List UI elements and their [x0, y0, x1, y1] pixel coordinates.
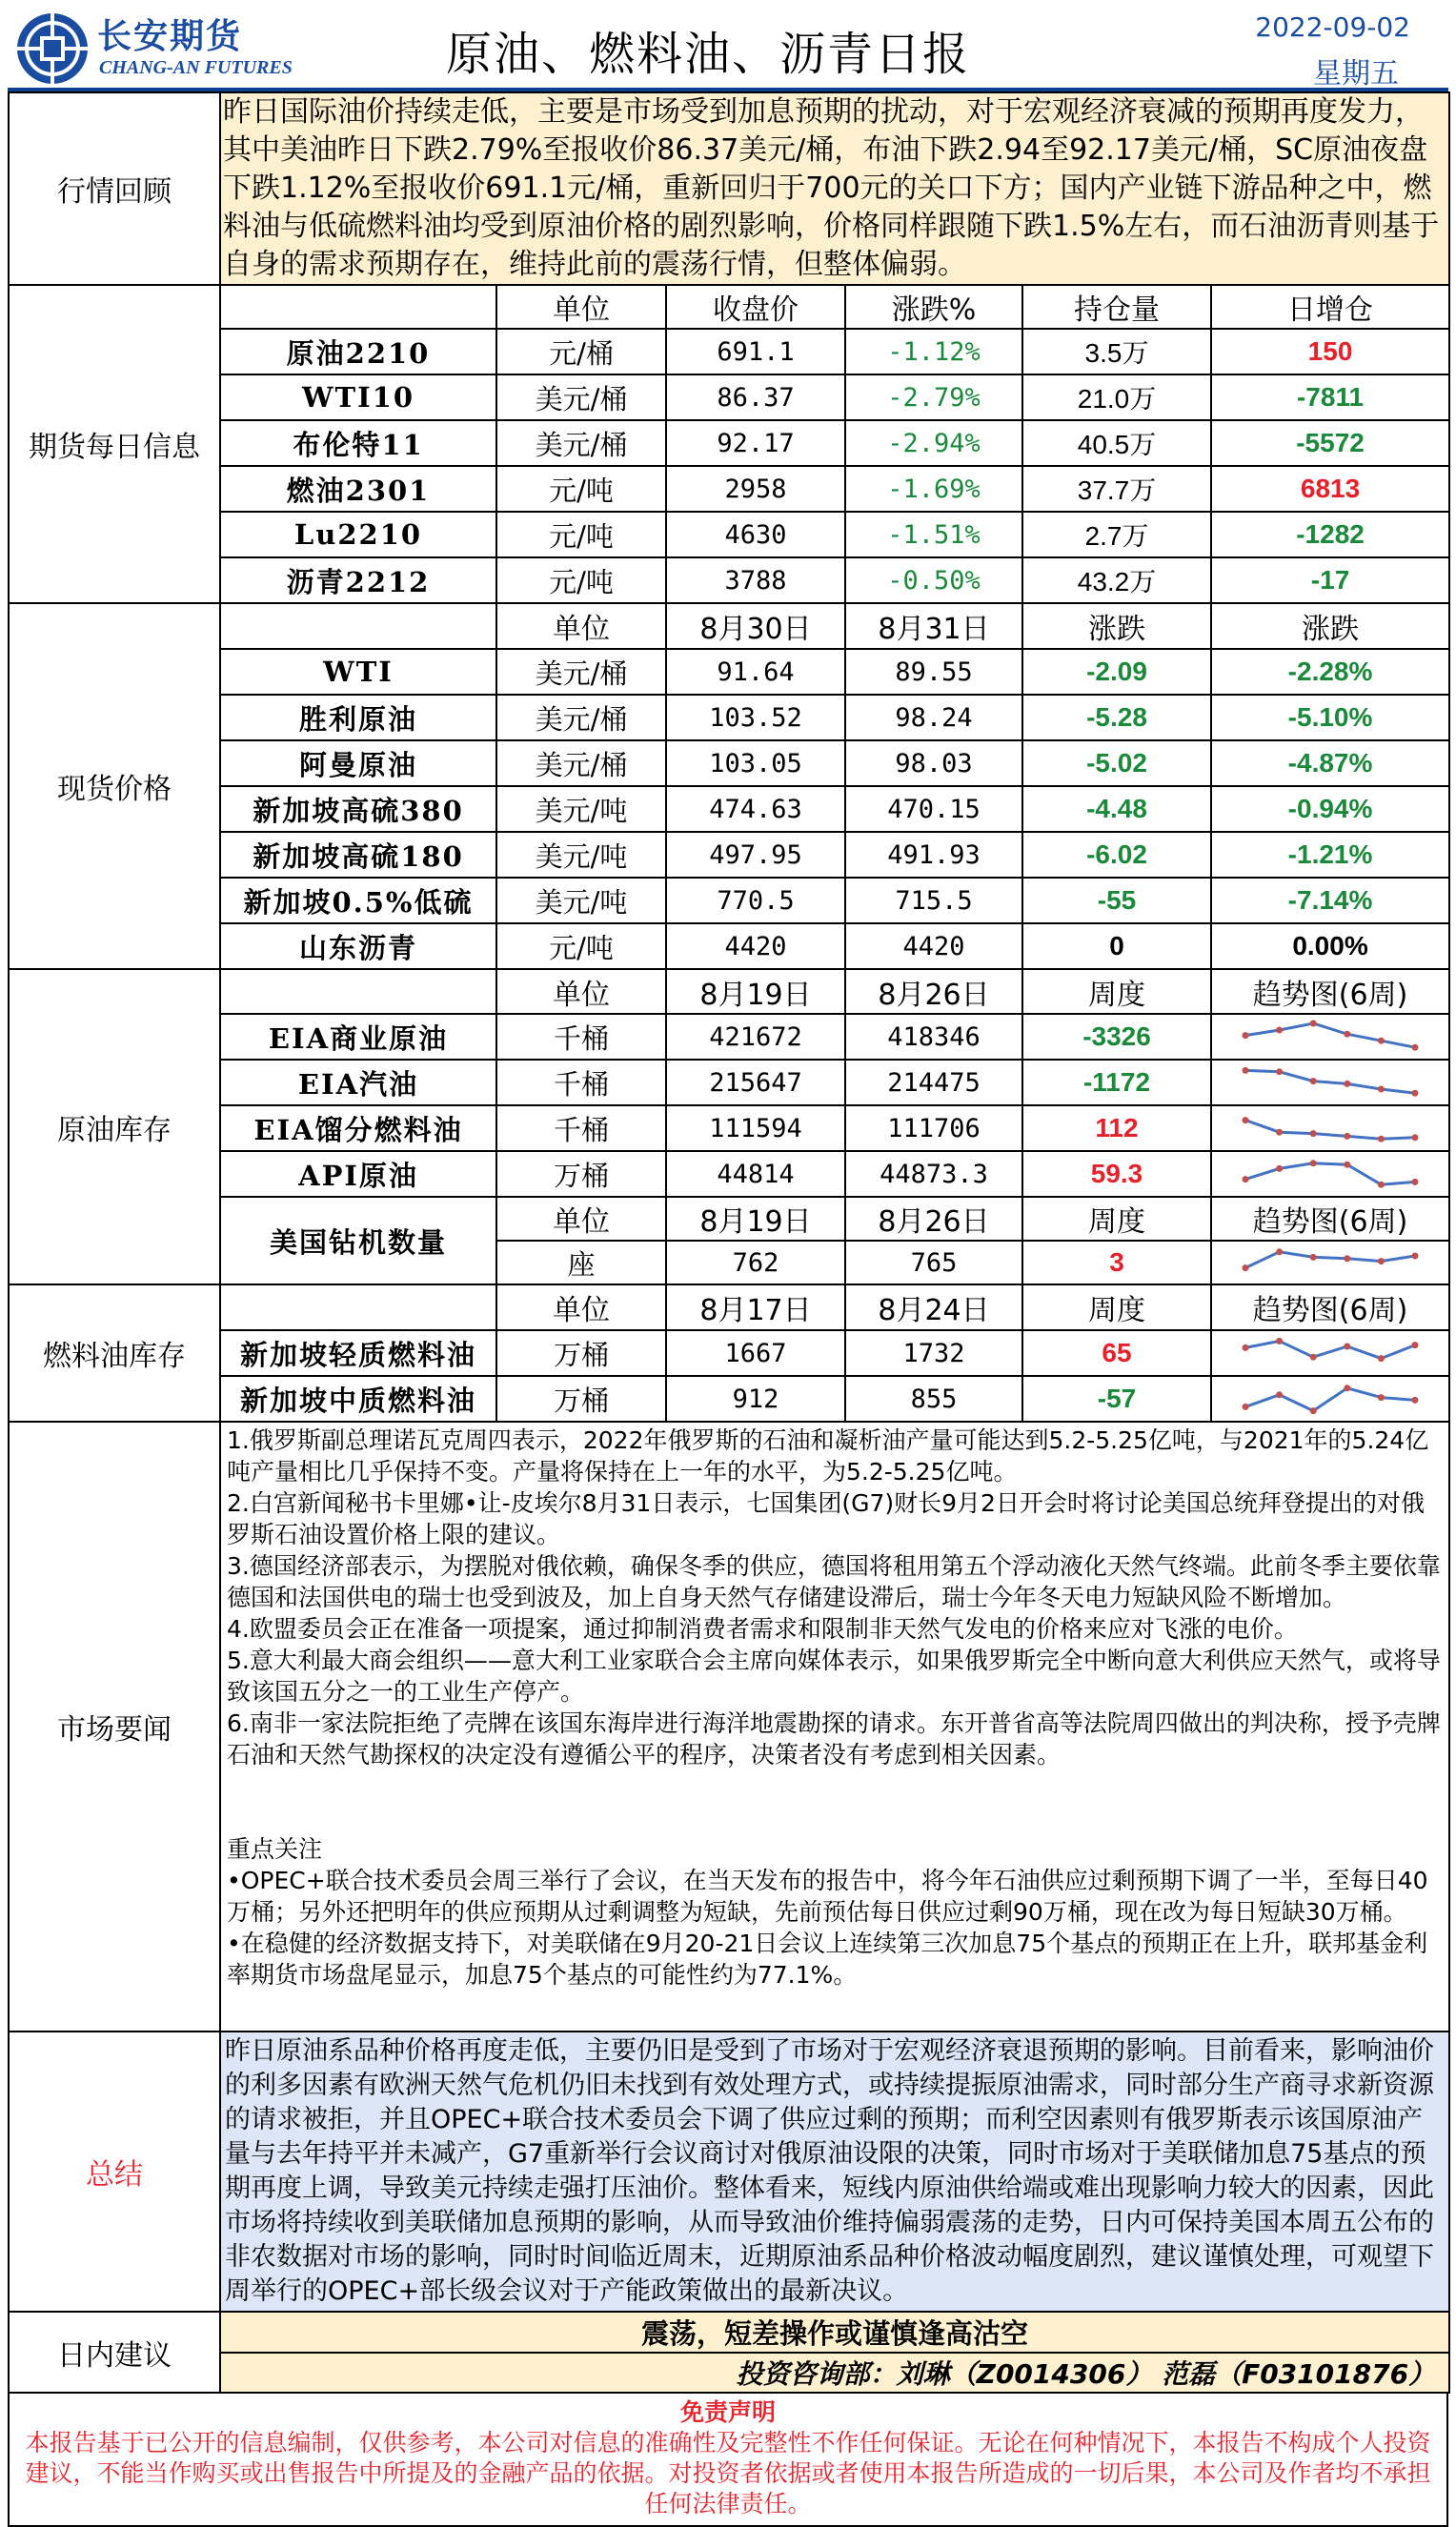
unit: 千桶 — [496, 1014, 666, 1060]
change: -5.28 — [1022, 695, 1211, 740]
unit: 美元/桶 — [496, 374, 666, 420]
price-day1: 474.63 — [666, 786, 845, 832]
spot-row — [9, 923, 1449, 969]
disclaimer-title: 免责声明 — [679, 2398, 776, 2426]
spot-name: 山东沥青 — [220, 923, 496, 969]
price-day2: 4420 — [845, 923, 1022, 969]
inventory-name: EIA商业原油 — [220, 1014, 496, 1060]
trend-line — [1245, 1252, 1415, 1268]
change-pct: -1.21% — [1211, 832, 1449, 878]
close-price: 691.1 — [666, 329, 845, 374]
inventory-row — [9, 1151, 1449, 1197]
trend-cell — [1211, 1105, 1449, 1151]
crude-inventory-label: 原油库存 — [9, 969, 220, 1284]
trend-point — [1344, 1081, 1350, 1087]
futures-row — [9, 329, 1449, 374]
change-pct: -2.79% — [845, 374, 1022, 420]
spot-name: 胜利原油 — [220, 695, 496, 740]
focus-item: •OPEC+联合技术委员会周三举行了会议，在当天发布的报告中，将今年石油供应过剩预期下调了一半，至每日40万桶；另外还把明年的供应预期从过剩调整为短缺，先前预估每日供应过剩90万桶，现在改为每日短缺30万桶。 — [227, 1867, 1428, 1926]
daily-oi-change: -7811 — [1211, 374, 1449, 420]
trend-line — [1245, 1388, 1415, 1411]
trend-sparkline — [1240, 1063, 1421, 1102]
price-day1: 103.52 — [666, 695, 845, 740]
trend-line — [1245, 1023, 1415, 1047]
review-label: 行情回顾 — [9, 92, 220, 285]
summary-text: 昨日原油系品种价格再度走低，主要仍旧是受到了市场对于宏观经济衰退预期的影响。目前看来，影响油价的利多因素有欧洲天然气危机仍旧未找到有效处理方式，或持续提振原油需求，同时部分生产商寻求新资源的请求被拒，并且OPEC+联合技术委员会下调了供应过剩的预期；而利空因素则有俄罗斯表示该国原油产量与去年持平并未减产，G7重新举行会议商讨对俄原油设限的决策，同时市场对于美联储加息75基点的预期再度上调，导致美元持续走强打压油价。整体看来，短线内原油供给端或难出现影响力较大的因素，因此市场将持续收到美联储加息预期的影响，从而导致油价维持偏弱震荡的走势，日内可保持美国本周五公布的非农数据对市场的影响，同时时间临近周末，近期原油系品种价格波动幅度剧烈，建议谨慎处理，可观望下周举行的OPEC+部长级会议对于产能政策做出的最新决议。 — [220, 2032, 1449, 2312]
close-price: 86.37 — [666, 374, 845, 420]
unit: 万桶 — [496, 1330, 666, 1376]
trend-point — [1276, 1129, 1283, 1136]
col-header: 单位 — [496, 1197, 666, 1241]
col-header: 涨跌% — [845, 285, 1022, 329]
spot-row — [9, 786, 1449, 832]
change-pct: -5.10% — [1211, 695, 1449, 740]
value-week1: 215647 — [666, 1060, 845, 1105]
news-item: 3.德国经济部表示，为摆脱对俄依赖，确保冬季的供应，德国将租用第五个浮动液化天然气终端。此前冬季主要依靠德国和法国供电的瑞士也受到波及，加上自身天然气存储建设滞后，瑞士今年冬天电力短缺风险不断增加。 — [227, 1552, 1441, 1611]
trend-sparkline — [1240, 1334, 1421, 1372]
inventory-name: 新加坡轻质燃料油 — [220, 1330, 496, 1376]
spot-name: WTI — [220, 649, 496, 695]
change-pct: -1.69% — [845, 466, 1022, 512]
change-pct: -0.50% — [845, 557, 1022, 603]
value-week1: 421672 — [666, 1014, 845, 1060]
value-week1: 762 — [666, 1241, 845, 1284]
col-header: 8月30日 — [666, 603, 845, 649]
contract-name: 原油2210 — [220, 329, 496, 374]
open-interest: 2.7万 — [1022, 512, 1211, 557]
summary-label: 总结 — [9, 2032, 220, 2312]
daily-oi-change: -5572 — [1211, 420, 1449, 466]
value-week1: 44814 — [666, 1151, 845, 1197]
close-price: 3788 — [666, 557, 845, 603]
header-blank — [220, 969, 496, 1014]
col-header: 8月26日 — [845, 969, 1022, 1014]
futures-row — [9, 512, 1449, 557]
unit: 美元/桶 — [496, 695, 666, 740]
change-pct: -2.94% — [845, 420, 1022, 466]
weekly-change: -1172 — [1022, 1060, 1211, 1105]
trend-sparkline — [1240, 1380, 1421, 1418]
spot-name: 新加坡高硫380 — [220, 786, 496, 832]
trend-point — [1412, 1090, 1419, 1097]
trend-line — [1245, 1121, 1415, 1140]
trend-point — [1276, 1248, 1283, 1255]
value-week2: 418346 — [845, 1014, 1022, 1060]
unit: 美元/吨 — [496, 786, 666, 832]
unit: 美元/桶 — [496, 649, 666, 695]
col-header: 持仓量 — [1022, 285, 1211, 329]
unit: 美元/吨 — [496, 832, 666, 878]
col-header: 周度 — [1022, 1197, 1211, 1241]
inventory-row — [9, 1060, 1449, 1105]
weekly-change: 3 — [1022, 1241, 1211, 1284]
col-header: 8月19日 — [666, 1197, 845, 1241]
trend-cell — [1211, 1014, 1449, 1060]
header-blank — [220, 285, 496, 329]
trend-point — [1412, 1253, 1419, 1260]
inventory-name: 新加坡中质燃料油 — [220, 1376, 496, 1422]
news-item: 1.俄罗斯副总理诺瓦克周四表示，2022年俄罗斯的石油和凝析油产量可能达到5.2-5.25亿吨，与2021年的5.24亿吨产量相比几乎保持不变。产量将保持在上一年的水平，为5.2-5.25亿吨。 — [227, 1426, 1429, 1486]
change: -4.48 — [1022, 786, 1211, 832]
spot-section-label: 现货价格 — [9, 603, 220, 969]
value-week1: 912 — [666, 1376, 845, 1422]
trend-point — [1344, 1255, 1350, 1262]
news-item: 6.南非一家法院拒绝了壳牌在该国东海岸进行海洋地震勘探的请求。东开普省高等法院周四做出的判决称，授予壳牌石油和天然气勘探权的决定没有遵循公平的程序，决策者没有考虑到相关因素。 — [227, 1709, 1441, 1769]
trend-point — [1344, 1344, 1350, 1350]
trend-point — [1310, 1407, 1317, 1414]
value-week2: 1732 — [845, 1330, 1022, 1376]
trend-cell — [1211, 1376, 1449, 1422]
open-interest: 40.5万 — [1022, 420, 1211, 466]
trend-point — [1344, 1385, 1350, 1391]
news-list — [227, 1425, 1443, 1770]
report-table — [8, 91, 1450, 2394]
trend-point — [1276, 1165, 1283, 1172]
header-blank — [220, 1284, 496, 1330]
price-day2: 98.03 — [845, 740, 1022, 786]
close-price: 92.17 — [666, 420, 845, 466]
price-day2: 470.15 — [845, 786, 1022, 832]
col-header: 8月26日 — [845, 1197, 1022, 1241]
trend-point — [1243, 1032, 1249, 1039]
focus-item: •在稳健的经济数据支持下，对美联储在9月20-21日会议上连续第三次加息75个基点的预期正在上升，联邦基金利率期货市场盘尾显示，加息75个基点的可能性约为77.1%。 — [227, 1930, 1428, 1989]
trend-point — [1310, 1354, 1317, 1361]
open-interest: 21.0万 — [1022, 374, 1211, 420]
col-header: 周度 — [1022, 1284, 1211, 1330]
col-header: 日增仓 — [1211, 285, 1449, 329]
news-item: 2.白宫新闻秘书卡里娜•让-皮埃尔8月31日表示，七国集团(G7)财长9月2日开会时将讨论美国总统拜登提出的对俄罗斯石油设置价格上限的建议。 — [227, 1489, 1425, 1548]
change-pct: -0.94% — [1211, 786, 1449, 832]
weekly-change: 112 — [1022, 1105, 1211, 1151]
news-item: 5.意大利最大商会组织——意大利工业家联合会主席向媒体表示，如果俄罗斯完全中断向意大利供应天然气，或将导致该国五分之一的工业生产停产。 — [227, 1647, 1441, 1706]
trend-point — [1310, 1254, 1317, 1261]
daily-oi-change: 6813 — [1211, 466, 1449, 512]
brand-name-en: CHANG-AN FUTURES — [99, 57, 293, 78]
trend-point — [1378, 1394, 1385, 1401]
trend-cell — [1211, 1151, 1449, 1197]
close-price: 2958 — [666, 466, 845, 512]
col-header: 收盘价 — [666, 285, 845, 329]
trend-cell — [1211, 1241, 1449, 1284]
spot-row — [9, 740, 1449, 786]
fuel-inventory-label: 燃料油库存 — [9, 1284, 220, 1422]
trend-point — [1378, 1258, 1385, 1264]
report-header — [8, 8, 1448, 91]
change: -6.02 — [1022, 832, 1211, 878]
col-header: 涨跌 — [1022, 603, 1211, 649]
inventory-row — [9, 1014, 1449, 1060]
unit: 万桶 — [496, 1151, 666, 1197]
unit: 美元/桶 — [496, 740, 666, 786]
col-header: 趋势图(6周) — [1211, 969, 1449, 1014]
rig-header-row — [9, 1197, 1449, 1241]
fuel-inventory-row — [9, 1330, 1449, 1376]
col-header: 趋势图(6周) — [1211, 1197, 1449, 1241]
advice-label: 日内建议 — [9, 2312, 220, 2393]
spot-name: 阿曼原油 — [220, 740, 496, 786]
trend-sparkline — [1240, 1018, 1421, 1056]
market-news — [220, 1422, 1449, 2032]
advice-text: 震荡，短差操作或谨慎逢高沽空 — [220, 2312, 1449, 2353]
change-pct: -2.28% — [1211, 649, 1449, 695]
news-item: 4.欧盟委员会正在准备一项提案，通过抑制消费者需求和限制非天然气发电的价格来应对飞涨的电价。 — [227, 1615, 1298, 1643]
header-blank — [220, 603, 496, 649]
trend-point — [1412, 1134, 1419, 1141]
col-header: 涨跌 — [1211, 603, 1449, 649]
unit: 元/吨 — [496, 923, 666, 969]
price-day2: 98.24 — [845, 695, 1022, 740]
change-pct: -1.12% — [845, 329, 1022, 374]
trend-point — [1276, 1338, 1283, 1344]
focus-list — [227, 1865, 1443, 1991]
change: 0 — [1022, 923, 1211, 969]
trend-sparkline — [1240, 1109, 1421, 1147]
trend-point — [1378, 1086, 1385, 1093]
col-header: 8月24日 — [845, 1284, 1022, 1330]
unit: 座 — [496, 1241, 666, 1284]
news-label: 市场要闻 — [9, 1422, 220, 2032]
daily-oi-change: -17 — [1211, 557, 1449, 603]
trend-sparkline — [1240, 1155, 1421, 1193]
trend-point — [1243, 1117, 1249, 1123]
trend-line — [1245, 1341, 1415, 1358]
trend-point — [1378, 1136, 1385, 1142]
report-weekday: 星期五 — [1313, 57, 1399, 91]
col-header: 单位 — [496, 603, 666, 649]
value-week1: 1667 — [666, 1330, 845, 1376]
trend-cell — [1211, 1060, 1449, 1105]
value-week2: 111706 — [845, 1105, 1022, 1151]
unit: 元/桶 — [496, 329, 666, 374]
trend-sparkline — [1240, 1243, 1421, 1282]
change: -5.02 — [1022, 740, 1211, 786]
trend-point — [1412, 1044, 1419, 1051]
spot-row — [9, 878, 1449, 923]
open-interest: 43.2万 — [1022, 557, 1211, 603]
price-day1: 91.64 — [666, 649, 845, 695]
trend-point — [1276, 1068, 1283, 1075]
value-week2: 855 — [845, 1376, 1022, 1422]
trend-point — [1276, 1391, 1283, 1398]
col-header: 单位 — [496, 969, 666, 1014]
weekly-change: 59.3 — [1022, 1151, 1211, 1197]
trend-point — [1378, 1038, 1385, 1044]
consultant-info: 投资咨询部：刘琳（Z0014306） 范磊（F03101876） — [220, 2353, 1449, 2393]
trend-point — [1344, 1031, 1350, 1038]
focus-title: 重点关注 — [227, 1835, 323, 1863]
brand-name-cn: 长安期货 — [97, 17, 243, 56]
trend-cell — [1211, 1330, 1449, 1376]
report-title: 原油、燃料油、沥青日报 — [446, 28, 971, 81]
col-header: 单位 — [496, 1284, 666, 1330]
trend-point — [1310, 1021, 1317, 1027]
spot-name: 新加坡高硫180 — [220, 832, 496, 878]
trend-point — [1310, 1130, 1317, 1137]
futures-row — [9, 420, 1449, 466]
weekly-change: -3326 — [1022, 1014, 1211, 1060]
trend-line — [1245, 1163, 1415, 1184]
change-pct: -7.14% — [1211, 878, 1449, 923]
trend-point — [1243, 1344, 1249, 1351]
value-week2: 44873.3 — [845, 1151, 1022, 1197]
contract-name: 布伦特11 — [220, 420, 496, 466]
rig-count-label: 美国钻机数量 — [220, 1197, 496, 1284]
unit: 千桶 — [496, 1105, 666, 1151]
col-header: 8月31日 — [845, 603, 1022, 649]
col-header: 8月17日 — [666, 1284, 845, 1330]
unit: 元/吨 — [496, 466, 666, 512]
value-week1: 111594 — [666, 1105, 845, 1151]
trend-point — [1344, 1133, 1350, 1140]
weekly-change: 65 — [1022, 1330, 1211, 1376]
unit: 千桶 — [496, 1060, 666, 1105]
col-header: 趋势图(6周) — [1211, 1284, 1449, 1330]
col-header: 8月19日 — [666, 969, 845, 1014]
company-logo-icon — [17, 13, 88, 84]
trend-point — [1310, 1160, 1317, 1166]
unit: 美元/桶 — [496, 420, 666, 466]
disclaimer — [8, 2394, 1448, 2527]
unit: 万桶 — [496, 1376, 666, 1422]
trend-point — [1276, 1027, 1283, 1034]
trend-point — [1243, 1176, 1249, 1183]
price-day2: 89.55 — [845, 649, 1022, 695]
value-week2: 214475 — [845, 1060, 1022, 1105]
weekly-change: -57 — [1022, 1376, 1211, 1422]
spot-row — [9, 649, 1449, 695]
spot-name: 新加坡0.5%低硫 — [220, 878, 496, 923]
market-review-text: 昨日国际油价持续走低，主要是市场受到加息预期的扰动，对于宏观经济衰减的预期再度发力，其中美油昨日下跌2.79%至报收价86.37美元/桶，布油下跌2.94至92.17美元/桶，SC原油夜盘下跌1.12%至报收价691.1元/桶，重新回归于700元的关口下方；国内产业链下游品种之中，燃料油与低硫燃料油均受到原油价格的剧烈影响，价格同样跟随下跌1.5%左右，而石油沥青则基于自身的需求预期存在，维持此前的震荡行情，但整体偏弱。 — [220, 92, 1449, 285]
trend-point — [1412, 1397, 1419, 1404]
inventory-name: EIA馏分燃料油 — [220, 1105, 496, 1151]
contract-name: 沥青2212 — [220, 557, 496, 603]
trend-point — [1378, 1182, 1385, 1188]
trend-point — [1243, 1067, 1249, 1074]
price-day1: 497.95 — [666, 832, 845, 878]
trend-point — [1412, 1179, 1419, 1185]
unit: 元/吨 — [496, 512, 666, 557]
contract-name: Lu2210 — [220, 512, 496, 557]
change-pct: -1.51% — [845, 512, 1022, 557]
report-page — [8, 8, 1448, 2527]
trend-point — [1378, 1355, 1385, 1362]
change: -2.09 — [1022, 649, 1211, 695]
trend-point — [1412, 1342, 1419, 1348]
spot-row — [9, 832, 1449, 878]
disclaimer-text: 本报告基于已公开的信息编制，仅供参考，本公司对信息的准确性及完整性不作任何保证。无论在何种情况下，本报告不构成个人投资建议，不能当作购买或出售报告中所提及的金融产品的依据。对投资者依据或者使用本报告所造成的一切后果，本公司及作者均不承担任何法律责任。 — [25, 2429, 1431, 2517]
price-day1: 103.05 — [666, 740, 845, 786]
trend-point — [1344, 1162, 1350, 1168]
change-pct: -4.87% — [1211, 740, 1449, 786]
fuel-inventory-row — [9, 1376, 1449, 1422]
report-date: 2022-09-02 — [1255, 11, 1410, 43]
daily-oi-change: -1282 — [1211, 512, 1449, 557]
inventory-name: EIA汽油 — [220, 1060, 496, 1105]
futures-section-label: 期货每日信息 — [9, 285, 220, 603]
open-interest: 37.7万 — [1022, 466, 1211, 512]
futures-row — [9, 466, 1449, 512]
price-day1: 770.5 — [666, 878, 845, 923]
close-price: 4630 — [666, 512, 845, 557]
contract-name: 燃油2301 — [220, 466, 496, 512]
spot-row — [9, 695, 1449, 740]
open-interest: 3.5万 — [1022, 329, 1211, 374]
col-header: 单位 — [496, 285, 666, 329]
value-week2: 765 — [845, 1241, 1022, 1284]
futures-row — [9, 374, 1449, 420]
change-pct: 0.00% — [1211, 923, 1449, 969]
trend-point — [1310, 1078, 1317, 1084]
unit: 元/吨 — [496, 557, 666, 603]
daily-oi-change: 150 — [1211, 329, 1449, 374]
price-day2: 491.93 — [845, 832, 1022, 878]
trend-point — [1243, 1264, 1249, 1271]
unit: 美元/吨 — [496, 878, 666, 923]
trend-point — [1243, 1404, 1249, 1410]
contract-name: WTI10 — [220, 374, 496, 420]
change: -55 — [1022, 878, 1211, 923]
price-day2: 715.5 — [845, 878, 1022, 923]
trend-line — [1245, 1070, 1415, 1093]
price-day1: 4420 — [666, 923, 845, 969]
inventory-row — [9, 1105, 1449, 1151]
futures-row — [9, 557, 1449, 603]
inventory-name: API原油 — [220, 1151, 496, 1197]
col-header: 周度 — [1022, 969, 1211, 1014]
